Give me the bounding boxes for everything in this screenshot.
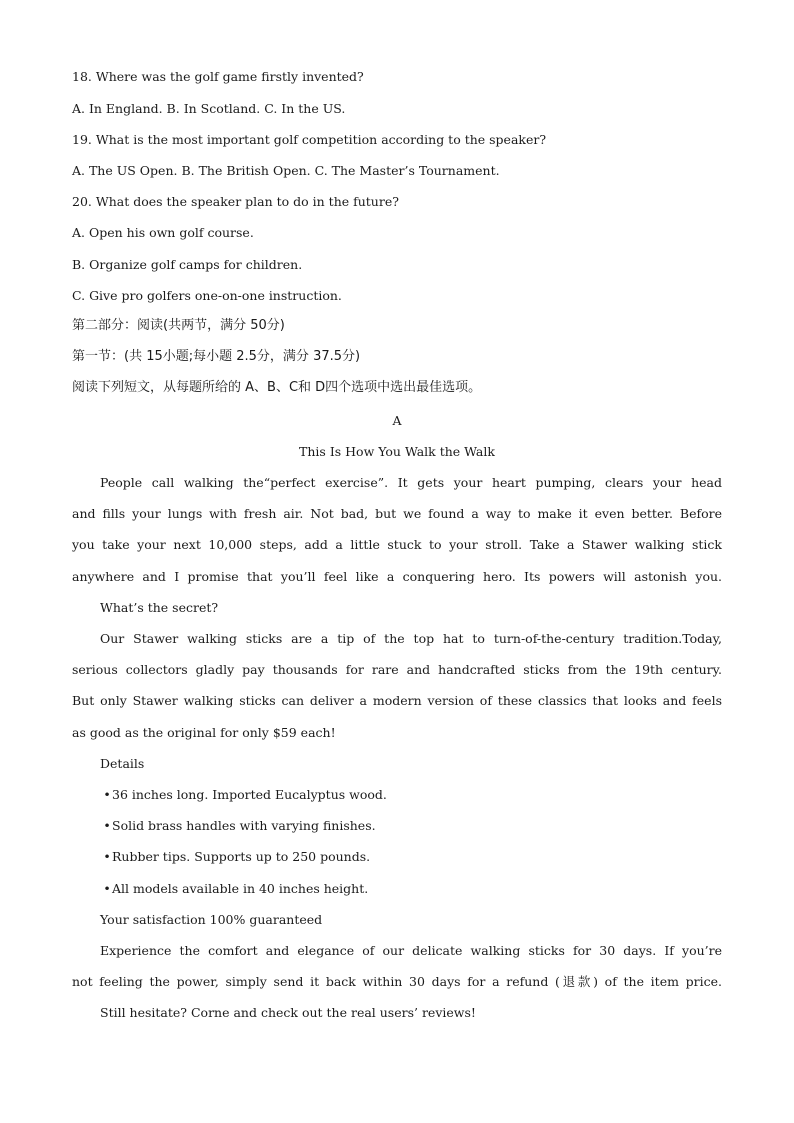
passage-title: This Is How You Walk the Walk [299,444,495,459]
question-18-options: A. In England. B. In Scotland. C. In the US. [72,101,346,116]
closing-line: Still hesitate? Corne and check out the real users’ reviews! [100,1005,476,1020]
section-one-title: 第一节：(共 15小题;每小题 2.5分，满分 37.5分) [72,349,361,364]
list-item [102,787,387,803]
bullet-icon: • [103,849,111,864]
list-item-text: Solid brass handles with varying finishes. [112,818,376,833]
guarantee-heading: Your satisfaction 100% guaranteed [100,912,323,927]
list-item [102,881,368,897]
question-20-option-c: C. Give pro golfers one-on-one instruction. [72,288,342,303]
question-19-options: A. The US Open. B. The British Open. C. The Master’s Tournament. [72,163,500,178]
secret-heading: What’s the secret? [100,600,219,615]
paragraph-line: and fills your lungs with fresh air. Not bad, but we found a way to make it even better. Before [72,506,722,521]
paragraph-line: anywhere and I promise that you’ll feel like a conquering hero. Its powers will astonish you. [72,569,722,584]
passage-label: A [392,413,402,428]
question-20: 20. What does the speaker plan to do in the future? [72,194,399,209]
paragraph-line: you take your next 10,000 steps, add a little stuck to your stroll. Take a Stawer walking stick [72,537,722,552]
list-item-text: All models available in 40 inches height. [112,881,369,896]
paragraph-line: People call walking the“perfect exercise”. It gets your heart pumping, clears your head [100,475,722,490]
question-20-option-b: B. Organize golf camps for children. [72,257,303,272]
bullet-icon: • [103,818,111,833]
list-item [102,818,376,834]
part-two-title: 第二部分：阅读(共两节，满分 50分) [72,318,285,333]
question-20-option-a: A. Open his own golf course. [72,225,254,240]
bullet-icon: • [103,787,111,802]
paragraph-line: Experience the comfort and elegance of our delicate walking sticks for 30 days. If you’re [100,943,722,958]
paragraph-line: Our Stawer walking sticks are a tip of the top hat to turn-of-the-century tradition.Today, [100,631,722,646]
list-item-text: 36 inches long. Imported Eucalyptus wood. [112,787,387,802]
reading-instruction: 阅读下列短文，从每题所给的 A、B、C和 D四个选项中选出最佳选项。 [72,380,482,395]
paragraph-line: serious collectors gladly pay thousands for rare and handcrafted sticks from the 19th century. [72,662,722,677]
list-item-text: Rubber tips. Supports up to 250 pounds. [112,849,371,864]
list-item [102,849,370,865]
details-heading: Details [100,756,145,771]
question-18: 18. Where was the golf game firstly invented? [72,69,364,84]
paragraph-line: as good as the original for only $59 each! [72,725,336,740]
bullet-icon: • [103,881,111,896]
question-19: 19. What is the most important golf competition according to the speaker? [72,132,547,147]
paragraph-line: But only Stawer walking sticks can deliver a modern version of these classics that looks and feels [72,693,722,708]
paragraph-line: not feeling the power, simply send it back within 30 days for a refund (退款) of the item price. [72,974,722,989]
